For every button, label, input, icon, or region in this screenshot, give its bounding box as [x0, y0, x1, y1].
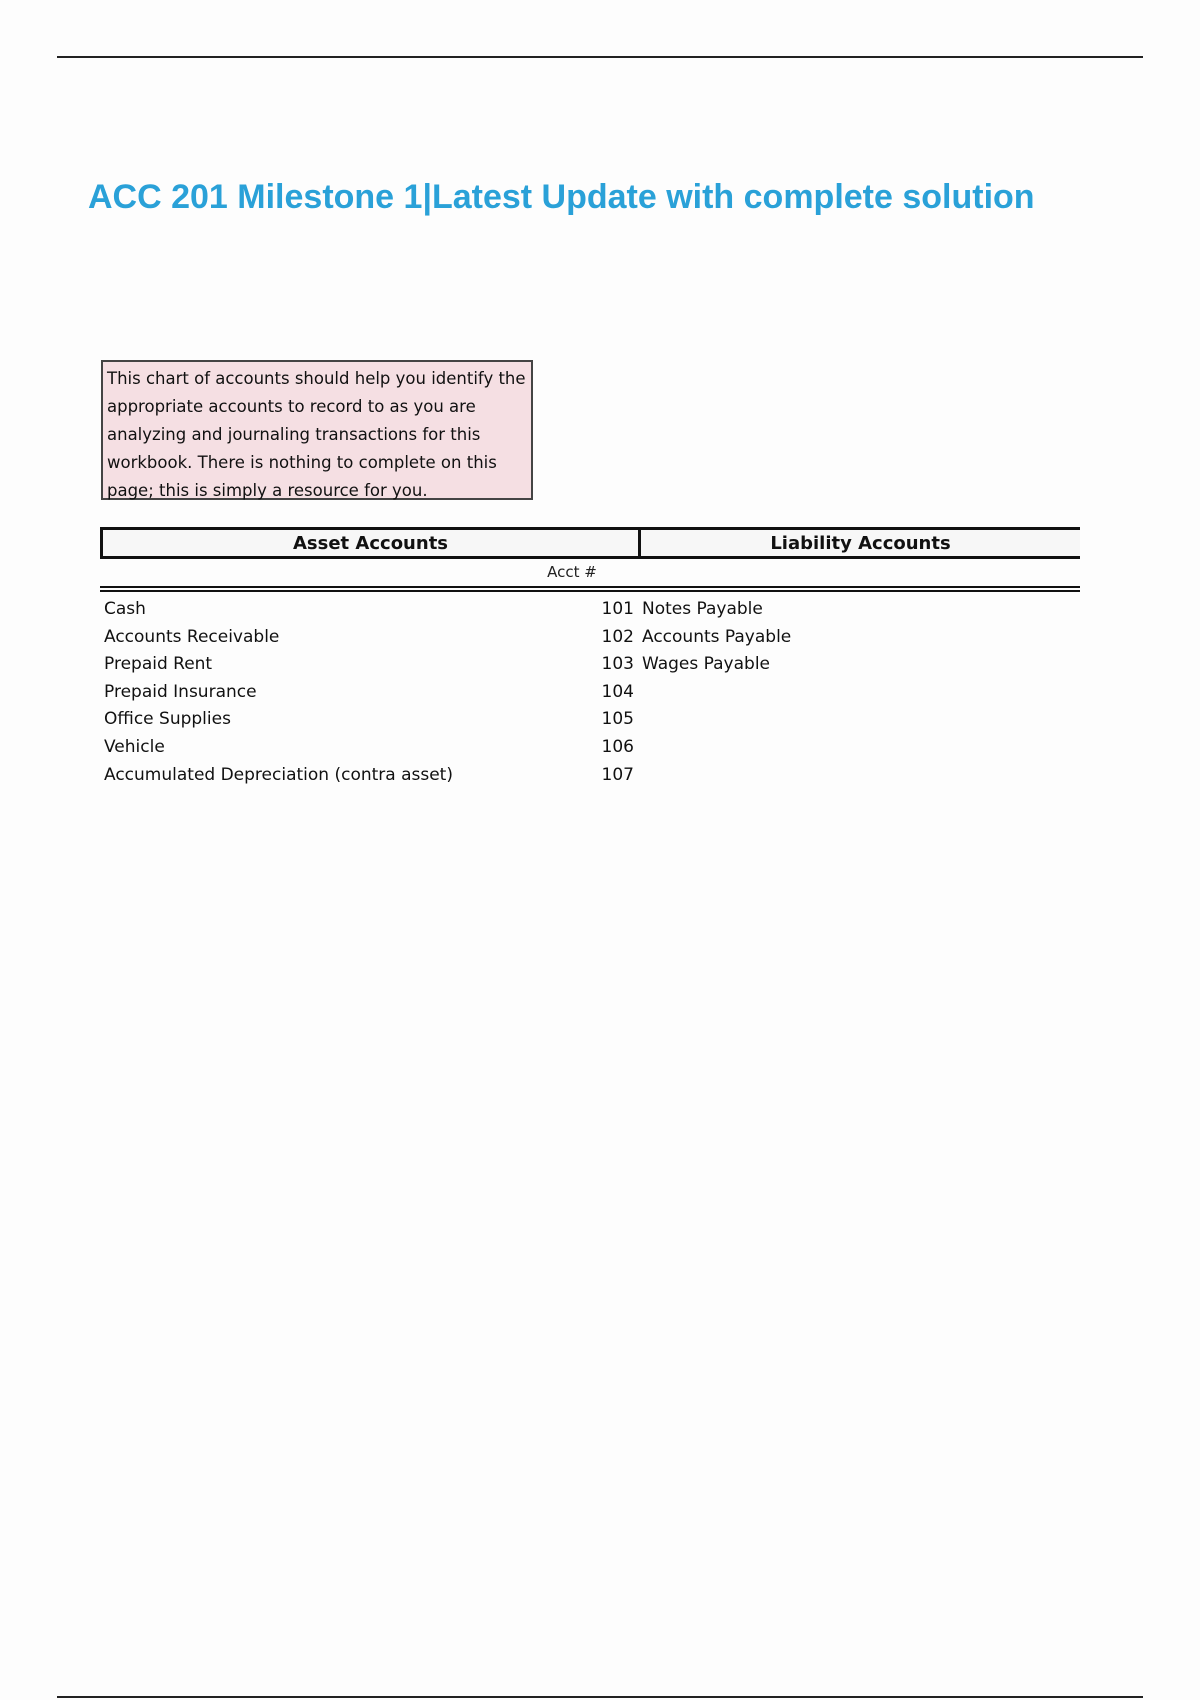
- account-rows: [100, 597, 1080, 790]
- asset-account-name: Office Supplies: [104, 709, 231, 730]
- account-row: [100, 625, 1080, 653]
- acct-number-label: Acct #: [547, 563, 597, 581]
- account-number: 104: [601, 681, 634, 702]
- account-row: [100, 597, 1080, 625]
- document-title: ACC 201 Milestone 1|Latest Update with complete solution: [88, 178, 1035, 216]
- asset-account-name: Prepaid Rent: [104, 654, 213, 675]
- bottom-rule: [57, 1696, 1143, 1698]
- account-row: [100, 763, 1080, 791]
- liability-account-name: Notes Payable: [642, 599, 763, 619]
- top-rule: [57, 56, 1143, 58]
- account-number: 107: [601, 764, 634, 785]
- liability-account-name: Wages Payable: [642, 654, 771, 675]
- account-row: [100, 735, 1080, 763]
- account-row: [100, 680, 1080, 708]
- accounts-header-row: [100, 527, 1080, 559]
- asset-account-name: Accumulated Depreciation (contra asset): [104, 764, 453, 785]
- account-number: 103: [601, 654, 634, 675]
- double-rule-divider: [100, 586, 1080, 592]
- asset-account-name: Prepaid Insurance: [104, 681, 257, 702]
- asset-account-name: Accounts Receivable: [104, 626, 280, 647]
- liability-accounts-header: Liability Accounts: [770, 532, 951, 554]
- account-number: 106: [601, 736, 634, 757]
- account-number: 102: [601, 626, 634, 647]
- instruction-note: This chart of accounts should help you identify the appropriate accounts to record to as you are analyzing and journaling transactions for this workbook. There is nothing to complete on this page; this is simply a resource for you.: [101, 360, 533, 500]
- asset-accounts-header: Asset Accounts: [103, 530, 641, 556]
- asset-account-name: Cash: [104, 599, 146, 619]
- account-row: [100, 652, 1080, 680]
- account-row: [100, 707, 1080, 735]
- liability-account-name: Accounts Payable: [642, 626, 792, 647]
- asset-account-name: Vehicle: [104, 736, 165, 757]
- account-number: 105: [601, 709, 634, 730]
- chart-of-accounts: [100, 527, 1080, 790]
- account-number: 101: [601, 599, 634, 619]
